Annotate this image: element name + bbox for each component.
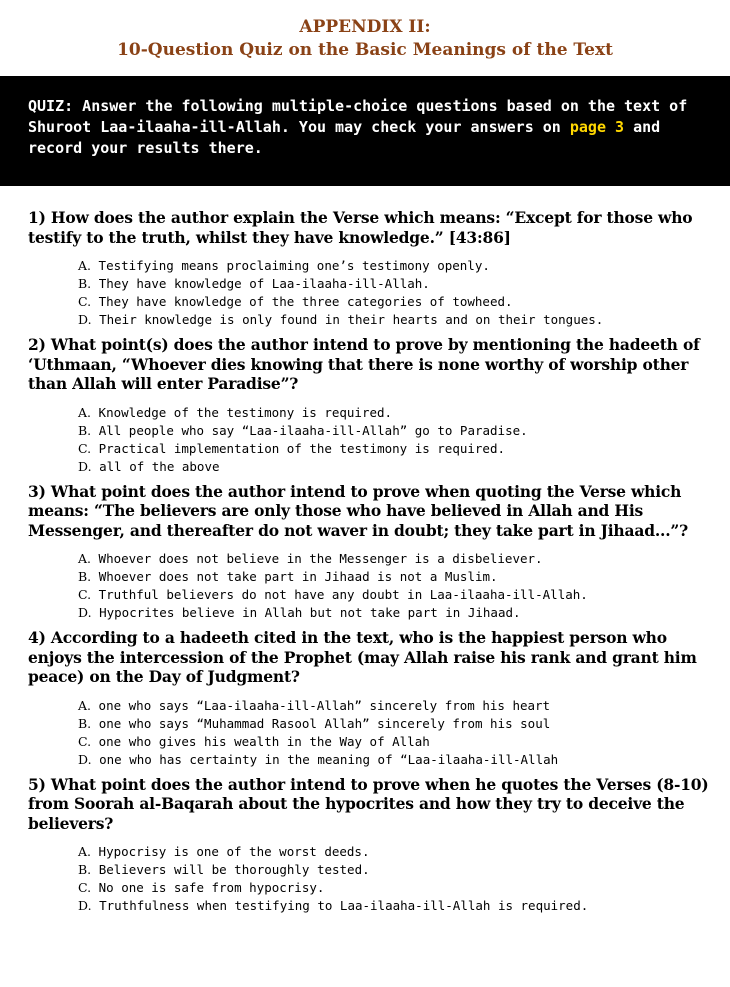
option-letter: A.: [78, 697, 92, 713]
option-text: Whoever does not take part in Jihaad is not a Muslim.: [98, 569, 498, 584]
option-letter: D.: [78, 605, 92, 620]
option-text: Testifying means proclaiming one’s testimony openly.: [98, 258, 490, 273]
option-letter: D.: [78, 312, 92, 327]
answer-options: [78, 843, 710, 915]
question-block: [28, 482, 710, 623]
option-text: Truthful believers do not have any doubt in Laa-ilaaha-ill-Allah.: [98, 587, 588, 602]
answer-option[interactable]: [78, 879, 710, 897]
option-text: They have knowledge of the three categories of towheed.: [98, 294, 513, 309]
answer-option[interactable]: [78, 604, 710, 622]
answer-option[interactable]: [78, 404, 710, 422]
option-letter: B.: [78, 276, 92, 291]
option-letter: A.: [78, 844, 92, 859]
option-text: Their knowledge is only found in their hearts and on their tongues.: [99, 312, 604, 327]
answer-option[interactable]: [78, 861, 710, 879]
option-text: No one is safe from hypocrisy.: [98, 880, 325, 895]
option-text: Believers will be thoroughly tested.: [98, 862, 370, 877]
answer-options: [78, 697, 710, 769]
option-letter: C.: [78, 880, 92, 895]
answer-option[interactable]: [78, 458, 710, 476]
answer-option[interactable]: [78, 733, 710, 751]
question-text: 5) What point does the author intend to prove when he quotes the Verses (8-10) from Soorah al-Baqarah about the hypocrites and how they try to deceive the believers?: [28, 774, 709, 833]
option-text: one who says “Laa-ilaaha-ill-Allah” sincerely from his heart: [98, 697, 551, 713]
instructions-text: QUIZ: Answer the following multiple-choice questions based on the text of Shuroot Laa-ilaaha-ill-Allah. You may check your answers on: [28, 97, 688, 136]
answer-options: [78, 550, 710, 622]
answer-option[interactable]: [78, 843, 710, 861]
instructions-text-end: and record your results there.: [28, 118, 661, 157]
quiz-subtitle: 10-Question Quiz on the Basic Meanings of the Text: [117, 40, 613, 60]
option-letter: B.: [78, 422, 92, 438]
answer-option[interactable]: [78, 550, 710, 568]
option-letter: B.: [78, 715, 92, 731]
answer-option[interactable]: [78, 897, 710, 915]
answer-option[interactable]: [78, 440, 710, 458]
option-letter: A.: [78, 551, 92, 566]
answer-option[interactable]: [78, 275, 710, 293]
option-text: all of the above: [99, 458, 220, 474]
option-text: Hypocrites believe in Allah but not take part in Jihaad.: [99, 605, 521, 620]
option-text: Truthfulness when testifying to Laa-ilaaha-ill-Allah is required.: [99, 898, 589, 913]
answer-option[interactable]: [78, 422, 710, 440]
option-letter: B.: [78, 569, 92, 584]
page-header: [0, 0, 730, 62]
answer-options: [78, 404, 710, 476]
option-letter: C.: [78, 294, 92, 309]
option-letter: A.: [78, 404, 92, 420]
questions-list: [0, 208, 730, 915]
option-text: Whoever does not believe in the Messenger is a disbeliever.: [98, 551, 543, 566]
option-letter: D.: [78, 898, 92, 913]
option-text: one who says “Muhammad Rasool Allah” sincerely from his soul: [98, 715, 551, 731]
question-block: [28, 208, 710, 329]
question-block: [28, 775, 710, 916]
option-letter: A.: [78, 258, 92, 273]
question-block: [28, 335, 710, 476]
option-text: All people who say “Laa-ilaaha-ill-Allah” go to Paradise.: [98, 422, 528, 438]
option-text: Knowledge of the testimony is required.: [98, 404, 393, 420]
answer-options: [78, 257, 710, 329]
option-letter: C.: [78, 587, 92, 602]
option-text: Practical implementation of the testimony is required.: [98, 440, 506, 456]
answer-option[interactable]: [78, 697, 710, 715]
option-letter: C.: [78, 440, 92, 456]
option-text: one who gives his wealth in the Way of Allah: [98, 733, 430, 749]
question-text: 3) What point does the author intend to prove when quoting the Verse which means: “The believers are only those who have believed in Allah and His Messenger, and thereafter do not waver in doubt; they take part in Jihaad...”?: [28, 481, 689, 540]
option-letter: D.: [78, 751, 92, 767]
question-text: 4) According to a hadeeth cited in the text, who is the happiest person who enjoys the intercession of the Prophet (may Allah raise his rank and grant him peace) on the Day of Judgment?: [28, 628, 697, 686]
answer-option[interactable]: [78, 751, 710, 769]
option-letter: C.: [78, 733, 92, 749]
answer-option[interactable]: [78, 257, 710, 275]
question-block: [28, 628, 710, 769]
option-letter: D.: [78, 458, 92, 474]
answer-option[interactable]: [78, 311, 710, 329]
appendix-title: APPENDIX II:: [299, 17, 431, 37]
answer-option[interactable]: [78, 715, 710, 733]
option-text: Hypocrisy is one of the worst deeds.: [98, 844, 370, 859]
quiz-instructions-banner: [0, 76, 730, 186]
answer-option[interactable]: [78, 586, 710, 604]
question-text: 1) How does the author explain the Verse which means: “Except for those who testify to the truth, whilst they have knowledge.” [43:86]: [28, 208, 693, 247]
page-reference-link[interactable]: page 3: [569, 118, 625, 136]
option-text: one who has certainty in the meaning of “Laa-ilaaha-ill-Allah: [99, 751, 559, 767]
option-letter: B.: [78, 862, 92, 877]
answer-option[interactable]: [78, 293, 710, 311]
answer-option[interactable]: [78, 568, 710, 586]
question-text: 2) What point(s) does the author intend to prove by mentioning the hadeeth of ‘Uthmaan, “Whoever dies knowing that there is none worthy of worship other than Allah will enter Paradise”?: [28, 335, 700, 393]
option-text: They have knowledge of Laa-ilaaha-ill-Allah.: [98, 276, 430, 291]
